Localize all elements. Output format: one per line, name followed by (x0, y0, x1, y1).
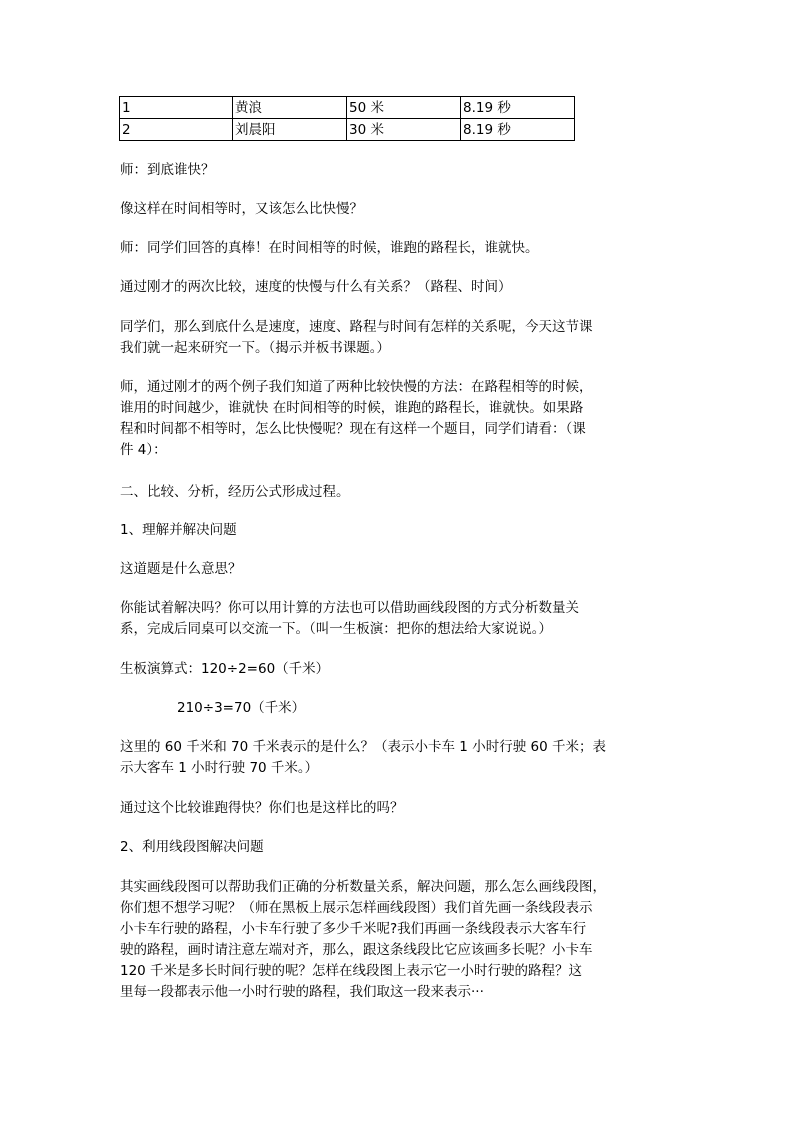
subheading-one (120, 520, 680, 541)
table-cell-time: 8.19 秒 (461, 97, 575, 119)
table-cell-distance: 50 米 (347, 97, 461, 119)
paragraph-board-formula-2 (177, 698, 737, 719)
subheading-two (120, 837, 680, 858)
text-line: 我们就一起来研究一下。（揭示并板书课题。） (120, 340, 390, 356)
paragraph-meaning-question (120, 559, 680, 580)
text-line: 驶的路程，画时请注意左端对齐，那么，跟这条线段比它应该画多长呢？小卡车 (120, 942, 593, 958)
results-table (119, 96, 575, 141)
paragraph-equal-time-question (120, 199, 680, 220)
paragraph-board-formula-1 (120, 659, 680, 680)
paragraph-teacher-praise (120, 238, 680, 259)
paragraph-two-methods (120, 377, 680, 461)
text-line: 通过这个比较谁跑得快？你们也是这样比的吗？ (120, 800, 404, 816)
text-line: 其实画线段图可以帮助我们正确的分析数量关系，解决问题，那么怎么画线段图， (120, 879, 606, 895)
table-cell-time: 8.19 秒 (461, 119, 575, 141)
table-row (120, 97, 575, 119)
paragraph-meaning-of-values (120, 737, 680, 779)
table-row (120, 119, 575, 141)
text-line: 谁用的时间越少，谁就快 在时间相等的时候，谁跑的路程长，谁就快。如果路 (120, 400, 584, 416)
text-line: 系，完成后同桌可以交流一下。（叫一生板演：把你的想法给大家说说。） (120, 621, 552, 637)
text-line: 通过刚才的两次比较，速度的快慢与什么有关系？（路程、时间） (120, 279, 512, 295)
paragraph-speed-relation (120, 277, 680, 298)
text-line: 同学们，那么到底什么是速度，速度、路程与时间有怎样的关系呢，今天这节课 (120, 319, 593, 335)
text-line: 你能试着解决吗？你可以用计算的方法也可以借助画线段图的方式分析数量关 (120, 600, 579, 616)
paragraph-try-solve (120, 598, 680, 640)
table-cell-number: 2 (120, 119, 233, 141)
text-line: 师，通过刚才的两个例子我们知道了两种比较快慢的方法：在路程相等的时候， (120, 379, 593, 395)
text-line: 你们想不想学习呢？（师在黑板上展示怎样画线段图）我们首先画一条线段表示 (120, 900, 593, 916)
text-line: 里每一段都表示他一小时行驶的路程，我们取这一段来表示··· (120, 984, 484, 1000)
table-cell-number: 1 (120, 97, 233, 119)
paragraph-introduce-topic (120, 317, 680, 359)
text-line: 1、理解并解决问题 (120, 522, 237, 538)
text-line: 二、比较、分析，经历公式形成过程。 (120, 484, 350, 500)
text-line: 120 千米是多长时间行驶的呢？怎样在线段图上表示它一小时行驶的路程？这 (120, 963, 583, 979)
table-cell-name: 黄浪 (233, 97, 347, 119)
table-cell-name: 刘晨阳 (233, 119, 347, 141)
text-line: 2、利用线段图解决问题 (120, 839, 264, 855)
text-line: 示大客车 1 小时行驶 70 千米。） (120, 760, 319, 776)
section-heading-two (120, 482, 680, 503)
text-line: 这里的 60 千米和 70 千米表示的是什么？（表示小卡车 1 小时行驶 60 千米；表 (120, 739, 606, 755)
text-line: 件 4）： (120, 442, 167, 458)
text-line: 小卡车行驶的路程，小卡车行驶了多少千米呢?我们再画一条线段表示大客车行 (120, 921, 587, 937)
paragraph-line-diagram (120, 877, 680, 1003)
text-line: 师：同学们回答的真棒！在时间相等的时候，谁跑的路程长，谁就快。 (120, 240, 539, 256)
text-line: 生板演算式：120÷2=60（千米） (120, 661, 330, 677)
text-line: 师：到底谁快？ (120, 162, 215, 178)
paragraph-who-faster (120, 798, 680, 819)
paragraph-teacher-question (120, 160, 680, 181)
text-line: 210÷3=70（千米） (177, 700, 306, 716)
text-line: 程和时间都不相等时，怎么比快慢呢？现在有这样一个题目，同学们请看：（课 (120, 421, 586, 437)
text-line: 像这样在时间相等时，又该怎么比快慢？ (120, 201, 363, 217)
text-line: 这道题是什么意思？ (120, 561, 242, 577)
table-cell-distance: 30 米 (347, 119, 461, 141)
